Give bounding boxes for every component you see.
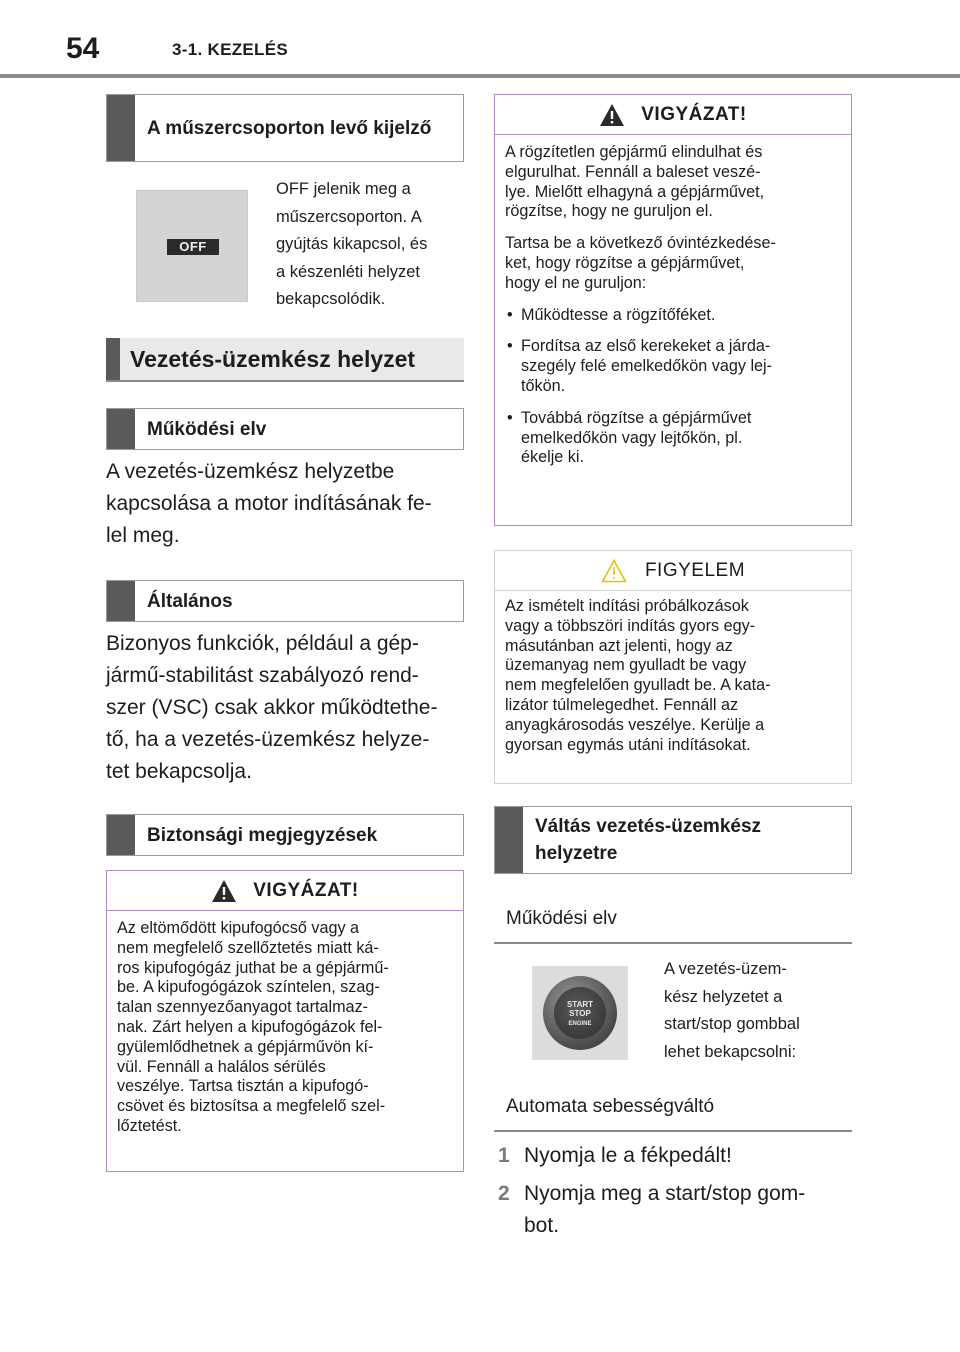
off-description: OFF jelenik meg a műszercsoporton. A gyújtás kikapcsol, és a készenléti helyzet bekapcsolódik. (276, 180, 428, 308)
warning-triangle-icon (599, 103, 625, 127)
heading-box-general (106, 580, 464, 622)
heading-box-safety (106, 814, 464, 856)
heading-box-principle (106, 408, 464, 450)
step-text: Nyomja meg a start/stop gom- bot. (524, 1182, 806, 1237)
heading-box-instrument-display (106, 94, 464, 162)
subheading-automatic: Automata sebességváltó (494, 1084, 852, 1132)
section-title: 3-1. KEZELÉS (172, 40, 289, 59)
heading-switch-ready: Váltás vezetés-üzemkész helyzetre (535, 816, 762, 864)
off-display-image (136, 190, 248, 302)
notice-box (494, 550, 852, 784)
warning-text: Az eltömődött kipufogócső vagy a nem megfelelő szellőztetés miatt ká- ros kipufogógáz juthat be a gépjármű- be. A kipufogógázok színtelen, szag- talan szennyezőanyagot tartalmaz- nak. Zárt helyen a kipufogógázok fel- gyülemlődhetnek a gépjárművön kí- vül. Fennáll a halálos sérülés veszélye. Tartsa tisztán a kipufogó- csövet és biztosítsa a megfelelő szel- lőztetést. (117, 919, 389, 1135)
header-divider (0, 74, 960, 78)
paragraph-general: Bizonyos funkciók, például a gép- jármű-stabilitást szabályozó rend- szer (VSC) csak akkor működtethe- tő, ha a vezetés-üzemkész helyze- tet bekapcsolja. (106, 632, 438, 783)
list-item: • Fordítsa az első kerekeket a járda- szegély felé emelkedőkön vagy lej- tőkön. (505, 337, 841, 396)
off-badge: OFF (167, 239, 219, 255)
heading-principle: Működési elv (147, 418, 267, 440)
start-stop-button-image (532, 966, 628, 1060)
heading-box-switch-ready (494, 806, 852, 874)
heading-instrument-display: A műszercsoporton levő kijelző (147, 117, 432, 139)
section-heading-ready-state: Vezetés-üzemkész helyzet (130, 345, 416, 372)
subheading-principle: Működési elv (494, 896, 852, 944)
section-bar-ready-state (106, 338, 464, 382)
list-item: • Működtesse a rögzítőféket. (505, 306, 841, 326)
start-stop-description: A vezetés-üzem- kész helyzetet a start/stop gombbal lehet bekapcsolni: (664, 960, 800, 1061)
list-item: • Továbbá rögzítse a gépjárművet emelkedőkön vagy lejtőkön, pl. ékelje ki. (505, 409, 841, 468)
paragraph-principle: A vezetés-üzemkész helyzetbe kapcsolása a motor indításának fe- lel meg. (106, 460, 432, 547)
step-number: 1 (498, 1144, 510, 1167)
step-number: 2 (498, 1182, 510, 1205)
notice-text: Az ismételt indítási próbálkozások vagy a többszöri indítás gyors egy- másutánban azt jelenti, hogy az üzemanyag nem gyulladt be vagy nem megfelelően gyulladt be. A kata- lizátor túlmelegedhet. Fennáll az anyagkárosodás veszélye. Kerülje a gyorsan egymás utáni indításokat. (505, 597, 771, 754)
heading-safety: Biztonsági megjegyzések (147, 824, 378, 846)
notice-title: FIGYELEM (644, 559, 746, 581)
warning-box-exhaust (106, 870, 464, 1172)
warning-title: VIGYÁZAT! (253, 879, 359, 901)
precaution-list (505, 306, 841, 469)
warning-triangle-icon (211, 879, 237, 903)
step-text: Nyomja le a fékpedált! (524, 1144, 732, 1167)
heading-general: Általános (147, 590, 233, 612)
start-stop-button-icon: START STOP ENGINE (554, 987, 606, 1039)
step-2 (494, 1178, 854, 1242)
warning-box-rolling (494, 94, 852, 526)
caution-triangle-icon (601, 559, 627, 583)
page-header (0, 0, 960, 78)
step-1 (494, 1140, 854, 1172)
page-number: 54 (66, 32, 100, 65)
warning-title: VIGYÁZAT! (641, 103, 747, 125)
warning-text: A rögzítetlen gépjármű elindulhat és elgurulhat. Fennáll a baleset veszé- lye. Mielőtt elhagyná a gépjárművet, rögzítse, hogy ne guruljon el. Tartsa be a következő óvintézkedése- ket, hogy rögzítse a gépjárművet, hogy el ne guruljon: • Működtesse a rögzítőféket. • Fordítsa az első kerekeket a járda- szegély felé emelkedőkön vagy lej- tőkön. • Továbbá rögzítse a gépjárművet emelkedőkön vagy lejtőkön, pl. ékelje ki. (495, 135, 851, 488)
